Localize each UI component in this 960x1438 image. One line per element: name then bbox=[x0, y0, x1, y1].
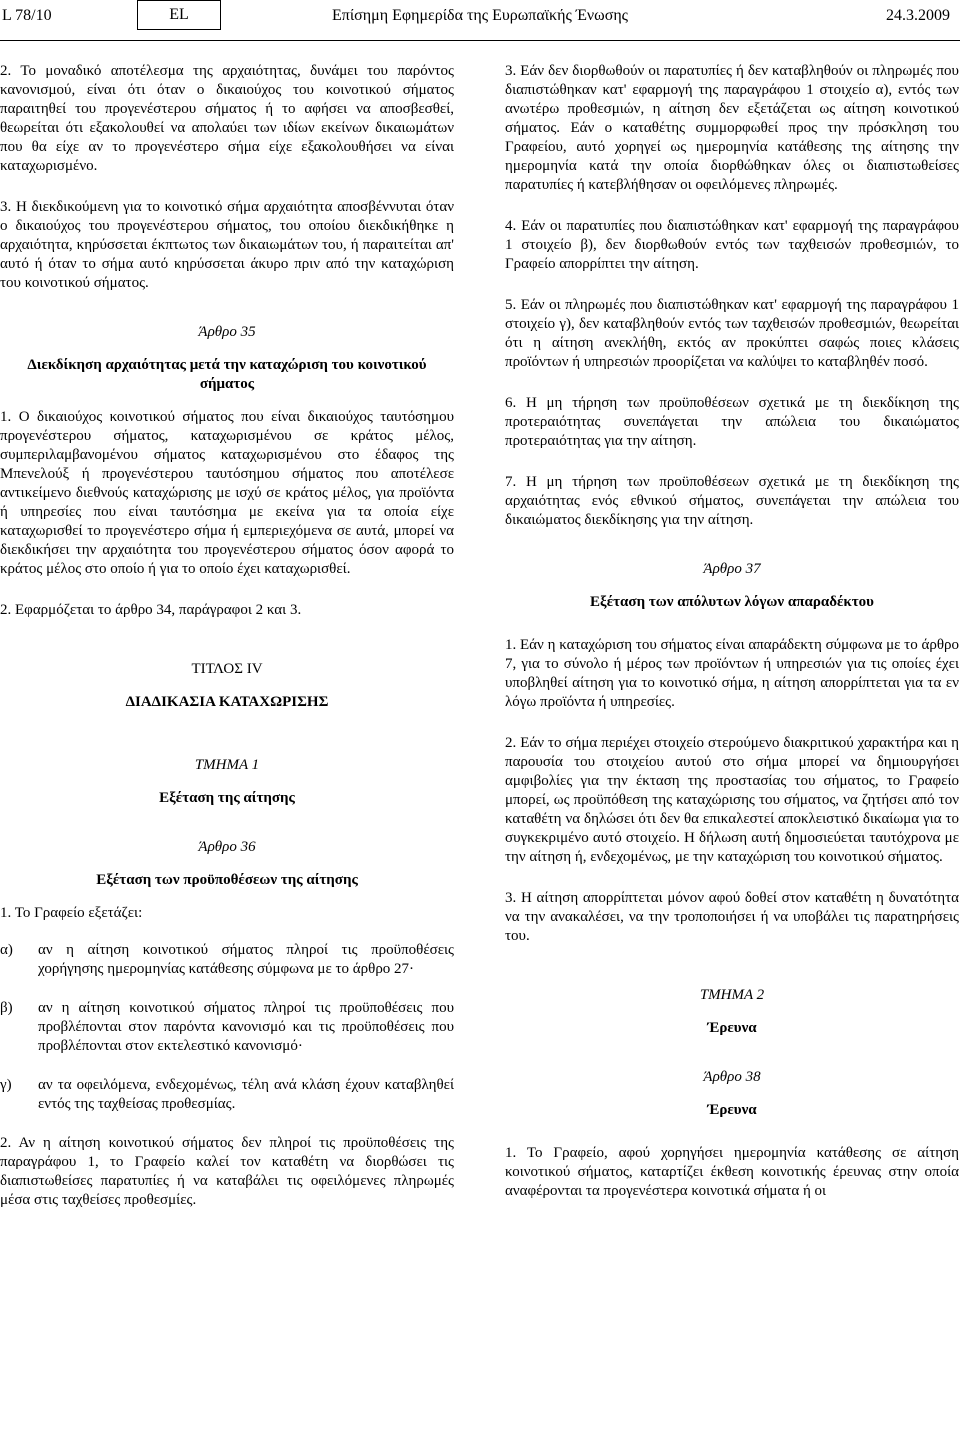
paragraph: 3. Η διεκδικούμενη για το κοινοτικό σήμα αρχαιότητα αποσβέννυται όταν ο δικαιούχος του προγενέστερου σήματος, του οποίου διεκδικήθηκε η αρχαιότητα, κηρύσσεται έκπτωτος των δικαιωμάτων του, ή παραιτείται απ' αυτό ή όταν το σήμα αυτό κηρύσσεται άκυρο πριν από την καταχώριση του κοινοτικού σήματος. bbox=[0, 199, 454, 291]
list-item-label: β) bbox=[0, 1000, 13, 1016]
article-label: Άρθρο 35 bbox=[198, 324, 256, 340]
list-item bbox=[0, 999, 454, 1056]
article-label: Άρθρο 38 bbox=[703, 1069, 761, 1085]
paragraph: 1. Εάν η καταχώριση του σήματος είναι απαράδεκτη σύμφωνα με το άρθρο 7, για το σύνολο ή μέρος των προϊόντων ή υπηρεσιών για τις οποίες έχει υποβληθεί αίτηση για το κοινοτικό σήμα, η αίτηση απορρίπτεται για τα εν λόγω προϊόντα ή υπηρεσίες. bbox=[505, 637, 959, 710]
title-name: ΔΙΑΔΙΚΑΣΙΑ ΚΑΤΑΧΩΡΙΣΗΣ bbox=[125, 694, 329, 710]
publication-date: 24.3.2009 bbox=[886, 7, 950, 24]
paragraph: 4. Εάν οι παρατυπίες που διαπιστώθηκαν κατ' εφαρμογή της παραγράφου 1 στοιχείο β), δεν διορθωθούν εντός των ταχθεισών προθεσμιών, το Γραφείο απορρίπτει την αίτηση. bbox=[505, 218, 959, 272]
list-item bbox=[0, 1076, 454, 1114]
paragraph: 1. Το Γραφείο, αφού χορηγήσει ημερομηνία κατάθεσης σε αίτηση κοινοτικού σήματος, καταρτίζει έκθεση κοινοτικής έρευνας στην οποία αναφέρονται τα προγενέστερα κοινοτικά σήματα ή οι bbox=[505, 1145, 959, 1199]
article-title: Διεκδίκηση αρχαιότητας μετά την καταχώριση του κοινοτικού σήματος bbox=[27, 357, 427, 392]
list-item bbox=[0, 941, 454, 979]
header-divider bbox=[0, 40, 960, 41]
section-name: Εξέταση της αίτησης bbox=[159, 790, 295, 806]
list-item-text: αν η αίτηση κοινοτικού σήματος πληροί τις προϋποθέσεις χορήγησης ημερομηνίας κατάθεσης σύμφωνα με το άρθρο 27· bbox=[38, 942, 454, 977]
section-label: ΤΜΗΜΑ 2 bbox=[699, 987, 765, 1003]
list-item-text: αν τα οφειλόμενα, ενδεχομένως, τέλη ανά κλάση έχουν καταβληθεί εντός της ταχθείσας προθεσμίας. bbox=[38, 1077, 454, 1112]
paragraph: 2. Το μοναδικό αποτέλεσμα της αρχαιότητας, δυνάμει του παρόντος κανονισμού, είναι ότι όταν ο δικαιούχος του κοινοτικού σήματος παραιτηθεί του προγενέστερου σήματος ή το αφήσει να αποσβεσθεί, θεωρείται ότι εξακολουθεί να απολαύει των ιδίων εκείνων δικαιωμάτων που θα είχε αν το προγενέστερο σήμα είχε εξακολουθήσει να είναι καταχωρισμένο. bbox=[0, 63, 454, 174]
section-name: Έρευνα bbox=[707, 1020, 757, 1036]
article-label: Άρθρο 36 bbox=[198, 839, 256, 855]
left-column bbox=[0, 62, 454, 1232]
article-label: Άρθρο 37 bbox=[703, 561, 761, 577]
paragraph: 1. Το Γραφείο εξετάζει: bbox=[0, 905, 143, 921]
journal-title: Επίσημη Εφημερίδα της Ευρωπαϊκής Ένωσης bbox=[331, 7, 629, 24]
list-item-text: αν η αίτηση κοινοτικού σήματος πληροί τις προϋποθέσεις που προβλέπονται στον παρόντα κανονισμό και τις προϋποθέσεις που προβλέπονται στον εκτελεστικό κανονισμό· bbox=[38, 1000, 454, 1054]
title-label: ΤΙΤΛΟΣ IV bbox=[191, 661, 263, 677]
paragraph: 2. Εάν το σήμα περιέχει στοιχείο στερούμενο διακριτικού χαρακτήρα και η παρουσία του στοιχείου αυτού στο σήμα μπορεί να δημιουργήσει αμφιβολίες για την έκταση της προστασίας του σήματος, το Γραφείο μπορεί, ως προϋπόθεση της καταχώρισης του σήματος, να ζητήσει από τον καταθέτη να δηλώσει ότι δεν θα επικαλεστεί αποκλειστικό δικαίωμα για το συγκεκριμένο αυτό στοιχείο. Η δήλωση αυτή δημοσιεύεται ταυτόχρονα με την αίτηση ή, ενδεχομένως, με την καταχώριση του κοινοτικού σήματος. bbox=[505, 735, 959, 865]
paragraph: 3. Εάν δεν διορθωθούν οι παρατυπίες ή δεν καταβληθούν οι πληρωμές που διαπιστώθηκαν κατ' εφαρμογή της παραγράφου 1 στοιχείο α), εντός των ανωτέρω προθεσμιών, η αίτηση δεν εξετάζεται ως αίτηση κοινοτικού σήματος. Εάν ο καταθέτης συμμορφωθεί προς την πρόσκληση του Γραφείου, αυτό χορηγεί ως ημερομηνία κατάθεσης της αίτησης την ημερομηνία κατά την οποία διορθώθηκαν όλες οι διαπιστωθείσες παρατυπίες ή κατεβλήθησαν οι οφειλόμενες πληρωμές. bbox=[505, 63, 959, 193]
section-label: ΤΜΗΜΑ 1 bbox=[194, 757, 260, 773]
right-column bbox=[505, 62, 959, 1223]
paragraph: 6. Η μη τήρηση των προϋποθέσεων σχετικά με τη διεκδίκηση της προτεραιότητας συνεπάγεται την απώλεια του δικαιώματος προτεραιότητας για την αίτηση. bbox=[505, 395, 959, 449]
page-reference: L 78/10 bbox=[2, 7, 52, 24]
paragraph: 7. Η μη τήρηση των προϋποθέσεων σχετικά με τη διεκδίκηση της αρχαιότητας ενός εθνικού σήματος, συνεπάγεται την απώλεια του δικαιώματος διεκδίκησης για την αίτηση. bbox=[505, 474, 959, 528]
article-title: Εξέταση των προϋποθέσεων της αίτησης bbox=[96, 872, 358, 888]
paragraph: 5. Εάν οι πληρωμές που διαπιστώθηκαν κατ' εφαρμογή της παραγράφου 1 στοιχείο γ), δεν καταβληθούν εντός των ταχθεισών προθεσμιών, θεωρείται ότι η αίτηση ανεκλήθη, εκτός αν προκύπτει σαφώς ποιες κλάσεις προϊόντων ή υπηρεσιών προορίζεται να καλύψει το καταβληθέν ποσό. bbox=[505, 297, 959, 370]
list-item-label: γ) bbox=[0, 1077, 12, 1093]
article-title: Εξέταση των απόλυτων λόγων απαραδέκτου bbox=[590, 594, 874, 610]
paragraph: 3. Η αίτηση απορρίπτεται μόνον αφού δοθεί στον καταθέτη η δυνατότητα να την ανακαλέσει, να την τροποποιήσει ή να υποβάλει τις παρατηρήσεις του. bbox=[505, 890, 959, 944]
page-header bbox=[0, 0, 960, 30]
paragraph: 1. Ο δικαιούχος κοινοτικού σήματος που είναι δικαιούχος ταυτόσημου προγενέστερου σήματος, καταχωρισμένου σε κράτος μέλος, συμπεριλαμβανομένου σήματος καταχωρισμένου στο έδαφος της Μπενελούξ ή προγενέστερου ταυτόσημου σήματος που αποτέλεσε αντικείμενο διεθνούς καταχώρισης με ισχύ σε κράτος μέλος, για προϊόντα ή υπηρεσίες που είναι ταυτόσημα με εκείνα για τα οποία είχε καταχωρισθεί το προγενέστερο σήμα ή εμπεριεχόμενα σε αυτά, μπορεί να διεκδικήσει την αρχαιότητα του προγενέστερου σήματος όσον αφορά το κράτος μέλος στο οποίο ή για το οποίο έχει καταχωρισθεί. bbox=[0, 409, 454, 577]
language-code-box: EL bbox=[137, 0, 221, 30]
list-item-label: α) bbox=[0, 942, 13, 958]
paragraph: 2. Εφαρμόζεται το άρθρο 34, παράγραφοι 2 και 3. bbox=[0, 602, 302, 618]
article-title: Έρευνα bbox=[707, 1102, 757, 1118]
paragraph: 2. Αν η αίτηση κοινοτικού σήματος δεν πληροί τις προϋποθέσεις της παραγράφου 1, το Γραφείο καλεί τον καταθέτη να διορθώσει τις διαπιστωθείσες παρατυπίες ή να καταβάλει τις οφειλόμενες πληρωμές μέσα στις ταχθείσες προθεσμίες. bbox=[0, 1135, 454, 1208]
